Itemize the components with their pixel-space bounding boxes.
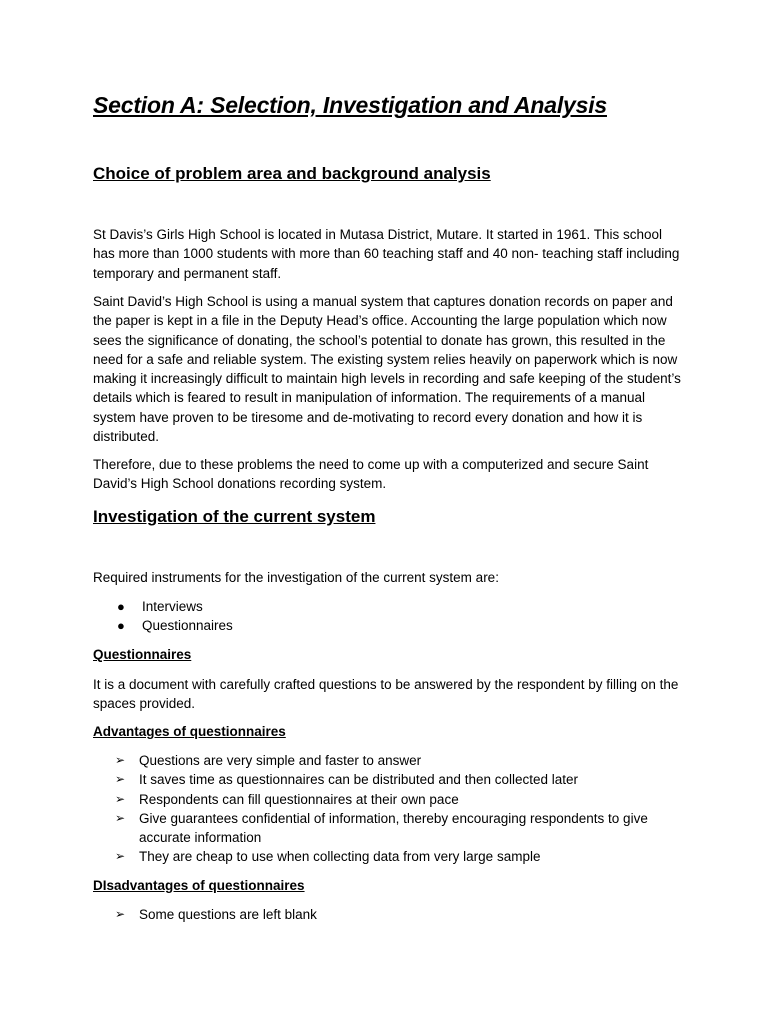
arrow-bullet-icon: ➢ bbox=[115, 849, 126, 864]
arrow-bullet-icon: ➢ bbox=[115, 791, 126, 806]
questionnaires-heading: Questionnaires bbox=[93, 647, 192, 662]
investigation-heading: Investigation of the current system bbox=[93, 507, 376, 526]
background-paragraph-3: Therefore, due to these problems the need to come up with a computerized and secure Saint David’s High School donations recording system. bbox=[93, 457, 649, 492]
disadvantages-heading: DIsadvantages of questionnaires bbox=[93, 878, 305, 893]
list-item: ➢ Some questions are left blank bbox=[93, 905, 683, 924]
list-item: ➢ Questions are very simple and faster to answer bbox=[93, 751, 683, 770]
bullet-icon: ● bbox=[117, 618, 125, 634]
choice-heading: Choice of problem area and background analysis bbox=[93, 164, 491, 183]
advantages-list bbox=[93, 751, 683, 867]
list-item: ➢ It saves time as questionnaires can be distributed and then collected later bbox=[93, 770, 683, 789]
arrow-bullet-icon: ➢ bbox=[115, 907, 126, 921]
background-paragraph-2: Saint David’s High School is using a manual system that captures donation records on paper and the paper is kept in a file in the Deputy Head’s office. Accounting the large population which now sees the significance of donating, the school’s potential to donate has grown, this resulted in the need for a safe and reliable system. The existing system relies heavily on paperwork which is now making it increasingly difficult to maintain high levels in recording and safe keeping of the student’s details which is feared to result in manipulation of information. The requirements of a manual system have proven to be tiresome and de-motivating to record every donation and how it is distributed. bbox=[93, 294, 681, 445]
list-item: ➢ Respondents can fill questionnaires at their own pace bbox=[93, 790, 683, 809]
disadvantages-list bbox=[93, 905, 683, 924]
advantages-heading: Advantages of questionnaires bbox=[93, 724, 286, 739]
bullet-icon: ● bbox=[117, 599, 125, 614]
list-item: ● Questionnaires bbox=[93, 616, 683, 635]
arrow-bullet-icon: ➢ bbox=[115, 753, 126, 767]
list-item: ➢ They are cheap to use when collecting data from very large sample bbox=[93, 847, 683, 866]
background-paragraph-1: St Davis’s Girls High School is located in Mutasa District, Mutare. It started in 1961. This school has more than 1000 students with more than 60 teaching staff and 40 non- teaching staff including temporary and permanent staff. bbox=[93, 227, 680, 281]
arrow-bullet-icon: ➢ bbox=[115, 772, 126, 787]
instruments-intro: Required instruments for the investigation of the current system are: bbox=[93, 570, 499, 585]
section-title: Section A: Selection, Investigation and Analysis bbox=[93, 92, 607, 118]
instruments-list bbox=[93, 597, 683, 636]
arrow-bullet-icon: ➢ bbox=[115, 810, 126, 825]
list-item: ➢ Give guarantees confidential of information, thereby encouraging respondents to give accurate information bbox=[115, 810, 648, 846]
list-item: ● Interviews bbox=[93, 597, 683, 616]
questionnaires-definition: It is a document with carefully crafted questions to be answered by the respondent by filling on the spaces provided. bbox=[93, 677, 679, 712]
